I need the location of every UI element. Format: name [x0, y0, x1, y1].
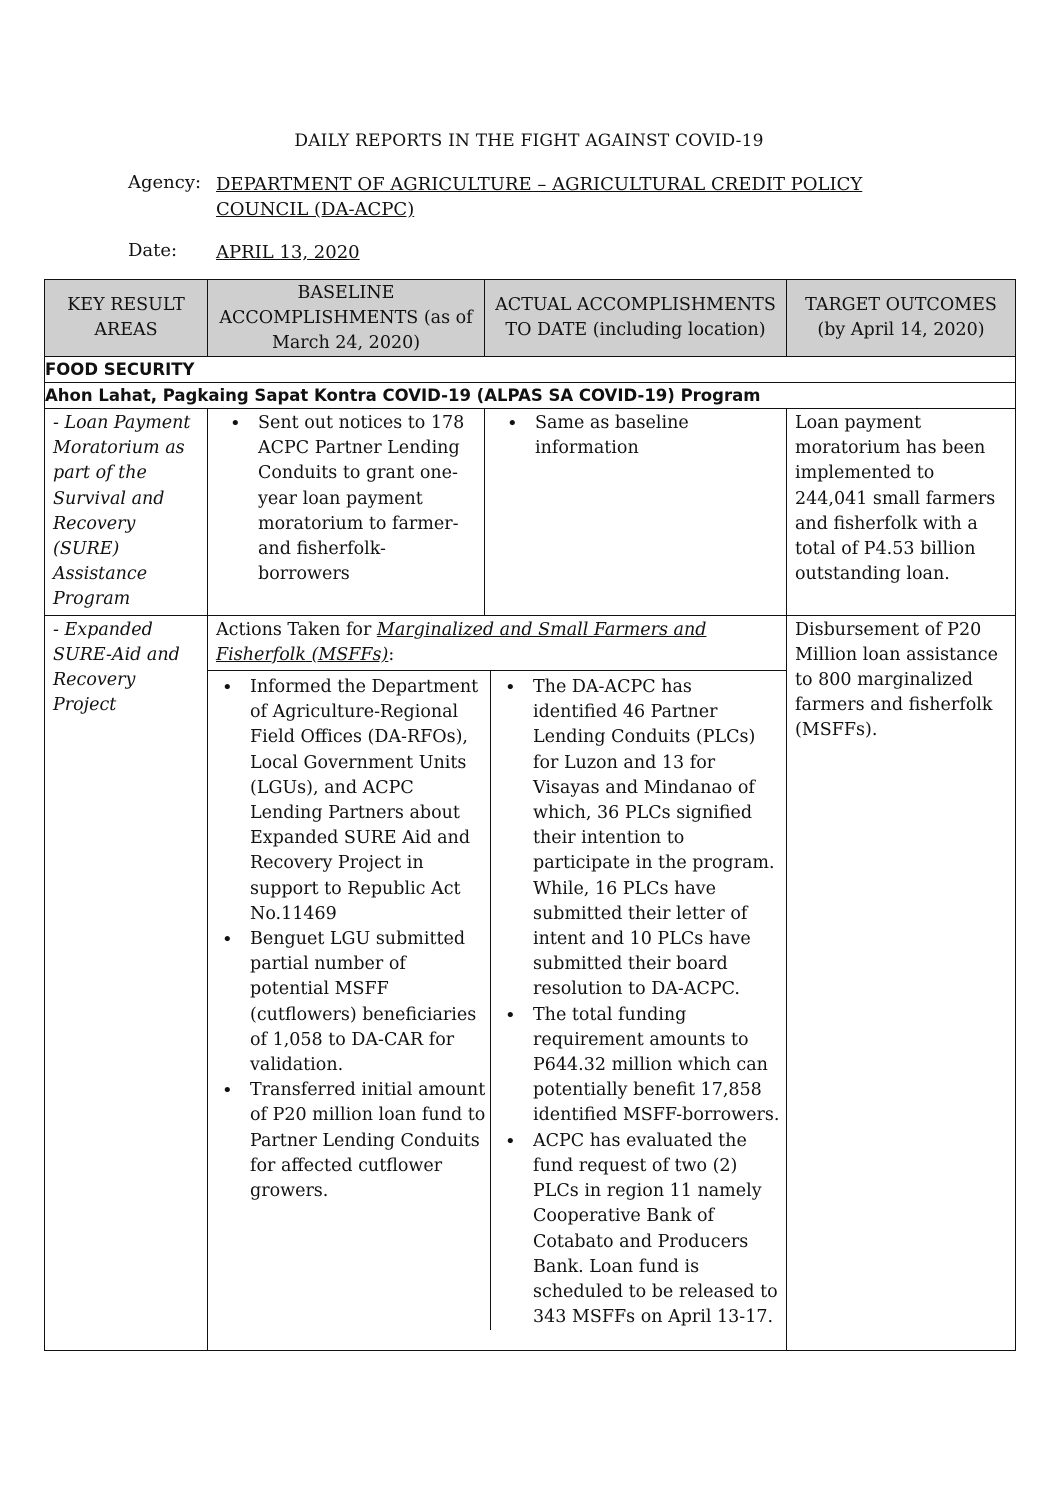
target-cell: Loan payment moratorium has been implemented to 244,041 small farmers and fisherfolk with a total of P4.53 billion outstanding loan.	[787, 409, 1016, 616]
actions-suffix: :	[388, 644, 395, 665]
agency-label: Agency:	[128, 172, 202, 193]
agency-value: DEPARTMENT OF AGRICULTURE – AGRICULTURAL CREDIT POLICY COUNCIL (DA-ACPC)	[216, 174, 863, 220]
program-row	[45, 383, 1016, 409]
list-item: • Benguet LGU submitted partial number of potential MSFF (cutflowers) beneficiaries of 1,058 to DA-CAR for validation.	[208, 927, 486, 1078]
header-baseline: BASELINE ACCOMPLISHMENTS (as of March 24, 2020)	[208, 280, 485, 357]
actual-cell	[485, 409, 787, 616]
baseline-list	[208, 675, 486, 1204]
header-row	[45, 280, 1016, 357]
list-item: • ACPC has evaluated the fund request of two (2) PLCs in region 11 namely Cooperative Bank of Cotabato and Producers Bank. Loan fund is scheduled to be released to 343 MSFFs on April 13-17.	[491, 1129, 780, 1331]
date-value: APRIL 13, 2020	[216, 242, 360, 263]
header-key-result-areas: KEY RESULT AREAS	[45, 280, 208, 357]
list-item: • Same as baseline information	[493, 411, 778, 461]
key-result-area: - Loan Payment Moratorium as part of the Survival and Recovery (SURE) Assistance Program	[45, 409, 208, 616]
list-item: • Transferred initial amount of P20 million loan fund to Partner Lending Conduits for affected cutflower growers.	[208, 1078, 486, 1204]
list-item: • Informed the Department of Agriculture-Regional Field Offices (DA-RFOs), Local Government Units (LGUs), and ACPC Lending Partners about Expanded SURE Aid and Recovery Project in support to Republic Act No.11469	[208, 675, 486, 927]
table-row	[45, 409, 1016, 616]
document-title: DAILY REPORTS IN THE FIGHT AGAINST COVID-19	[294, 131, 764, 151]
report-table	[44, 279, 1016, 1351]
baseline-cell	[208, 409, 485, 616]
list-item: • The DA-ACPC has identified 46 Partner Lending Conduits (PLCs) for Luzon and 13 for Visayas and Mindanao of which, 36 PLCs signified their intention to participate in the program. While, 16 PLCs have submitted their letter of intent and 10 PLCs have submitted their board resolution to DA-ACPC.	[491, 675, 780, 1003]
key-result-area: - Expanded SURE-Aid and Recovery Project	[45, 615, 208, 1350]
actual-list	[491, 675, 780, 1330]
list-item: • Sent out notices to 178 ACPC Partner Lending Conduits to grant one-year loan payment moratorium to farmer- and fisherfolk-borrowers	[216, 411, 476, 587]
actions-prefix: Actions Taken for	[216, 619, 377, 640]
actions-columns	[208, 671, 786, 1330]
section-title: FOOD SECURITY	[45, 357, 1016, 383]
header-target: TARGET OUTCOMES (by April 14, 2020)	[787, 280, 1016, 357]
actual-column	[491, 671, 786, 1330]
table-row	[45, 615, 1016, 1350]
actions-heading	[208, 616, 786, 671]
target-cell: Disbursement of P20 Million loan assistance to 800 marginalized farmers and fisherfolk (MSFFs).	[787, 615, 1016, 1350]
actual-list	[493, 411, 778, 461]
actions-cell	[208, 615, 787, 1350]
baseline-column	[208, 671, 491, 1330]
section-row	[45, 357, 1016, 383]
program-title: Ahon Lahat, Pagkaing Sapat Kontra COVID-19 (ALPAS SA COVID-19) Program	[45, 383, 1016, 409]
baseline-list	[216, 411, 476, 587]
header-actual: ACTUAL ACCOMPLISHMENTS TO DATE (including location)	[485, 280, 787, 357]
actions-target-group: Marginalized and Small Farmers and Fisherfolk (MSFFs)	[216, 619, 707, 665]
date-label: Date:	[128, 240, 178, 261]
list-item: • The total funding requirement amounts to P644.32 million which can potentially benefit 17,858 identified MSFF-borrowers.	[491, 1003, 780, 1129]
